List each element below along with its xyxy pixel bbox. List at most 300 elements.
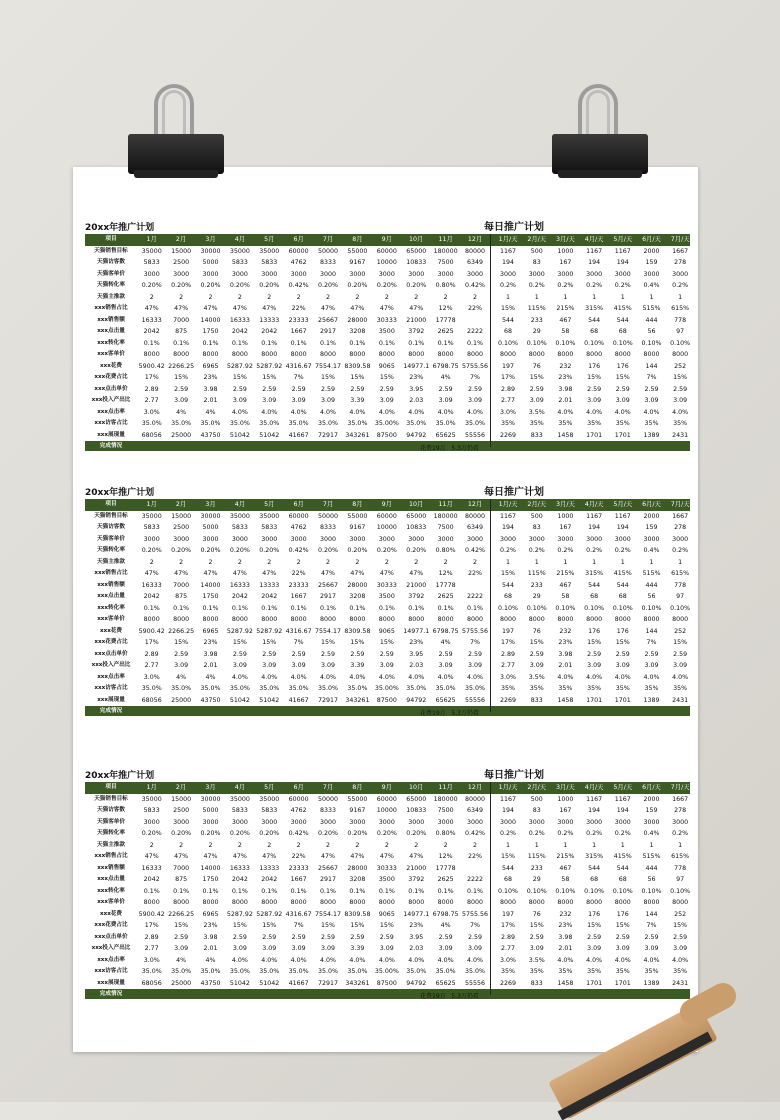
month-header: 9月 xyxy=(381,236,392,244)
month-value: 2.59 xyxy=(262,385,277,393)
day-value: 7% xyxy=(646,639,657,647)
plan-table xyxy=(85,782,690,999)
month-value: 3208 xyxy=(349,328,366,336)
month-value: 3000 xyxy=(408,535,425,543)
day-value: 4.0% xyxy=(586,673,603,681)
day-value: 544 xyxy=(616,316,629,324)
month-value: 15000 xyxy=(171,795,192,803)
row-label: xxx客单价 xyxy=(97,616,125,623)
month-value: 5833 xyxy=(231,524,248,532)
day-value: 1 xyxy=(534,558,539,566)
day-value: 15% xyxy=(501,853,516,861)
month-value: 2625 xyxy=(437,593,454,601)
day-value: 35% xyxy=(615,685,630,693)
month-value: 15% xyxy=(232,922,247,930)
month-value: 3000 xyxy=(437,818,454,826)
day-value: 3.0% xyxy=(500,408,517,416)
month-value: 47% xyxy=(174,853,189,861)
month-value: 8000 xyxy=(143,616,160,624)
month-value: 47% xyxy=(203,305,218,313)
month-value: 0.1% xyxy=(437,339,454,347)
month-value: 30000 xyxy=(200,795,221,803)
day-value: 3000 xyxy=(643,535,660,543)
header-cell: 项目 xyxy=(105,236,117,243)
day-value: 8000 xyxy=(500,616,517,624)
day-value: 23% xyxy=(558,374,573,382)
month-value: 4.0% xyxy=(231,673,248,681)
day-value: 4.0% xyxy=(643,956,660,964)
day-value: 35% xyxy=(644,420,659,428)
day-value: 1701 xyxy=(586,979,603,987)
month-value: 8000 xyxy=(143,351,160,359)
day-value: 0.10% xyxy=(526,887,547,895)
month-value: 4% xyxy=(205,408,216,416)
table-row xyxy=(85,672,690,684)
month-value: 6349 xyxy=(466,807,483,815)
divider-line xyxy=(490,234,491,447)
month-value: 47% xyxy=(262,570,277,578)
month-value: 47% xyxy=(379,853,394,861)
month-value: 8000 xyxy=(173,616,190,624)
month-value: 14000 xyxy=(200,581,221,589)
month-header: 8月 xyxy=(352,501,363,509)
month-value: 0.1% xyxy=(202,887,219,895)
month-value: 65625 xyxy=(435,696,456,704)
day-header: 2月/天 xyxy=(527,236,547,244)
day-value: 215% xyxy=(556,853,575,861)
month-value: 35.0% xyxy=(347,685,368,693)
day-value: 8000 xyxy=(528,616,545,624)
month-value: 0.1% xyxy=(261,339,278,347)
day-value: 3000 xyxy=(557,535,574,543)
day-value: 3.09 xyxy=(615,397,630,405)
month-value: 50000 xyxy=(318,512,339,520)
month-value: 3.09 xyxy=(438,945,453,953)
month-value: 15% xyxy=(262,374,277,382)
day-value: 1 xyxy=(534,293,539,301)
month-value: 8000 xyxy=(408,899,425,907)
month-value: 2 xyxy=(472,558,477,566)
month-header: 11月 xyxy=(438,501,453,509)
month-value: 2042 xyxy=(231,328,248,336)
month-value: 4.0% xyxy=(320,956,337,964)
month-value: 8000 xyxy=(202,899,219,907)
day-value: 0.10% xyxy=(526,604,547,612)
table-row xyxy=(85,407,690,419)
day-value: 2431 xyxy=(672,431,689,439)
row-label: xxx花费 xyxy=(99,627,122,634)
day-value: 233 xyxy=(530,581,543,589)
day-value: 3.98 xyxy=(558,385,573,393)
month-value: 4.0% xyxy=(437,956,454,964)
month-value: 4316.67 xyxy=(285,627,312,635)
day-value: 2269 xyxy=(500,979,517,987)
month-value: 0.1% xyxy=(320,339,337,347)
day-value: 17% xyxy=(501,639,516,647)
month-value: 0.20% xyxy=(318,547,339,555)
row-label: 天猫主推款 xyxy=(97,293,125,300)
month-value: 3.09 xyxy=(262,945,277,953)
day-value: 3000 xyxy=(586,818,603,826)
month-value: 4.0% xyxy=(437,673,454,681)
table-row xyxy=(85,943,690,955)
month-value: 3.09 xyxy=(379,945,394,953)
month-value: 3.09 xyxy=(174,397,189,405)
month-value: 4.0% xyxy=(349,408,366,416)
month-value: 30333 xyxy=(376,864,397,872)
month-value: 3000 xyxy=(320,535,337,543)
month-value: 0.1% xyxy=(173,604,190,612)
day-value: 0.2% xyxy=(528,830,545,838)
month-value: 0.1% xyxy=(261,887,278,895)
month-value: 3000 xyxy=(378,270,395,278)
day-value: 2.77 xyxy=(501,397,516,405)
month-value: 2 xyxy=(179,841,184,849)
day-value: 3000 xyxy=(614,535,631,543)
summary-gmv: 5.3万仍看 xyxy=(451,710,479,717)
month-value: 2.77 xyxy=(144,662,159,670)
table-row xyxy=(85,695,690,707)
month-value: 0.1% xyxy=(231,604,248,612)
day-value: 415% xyxy=(613,570,632,578)
day-value: 4.0% xyxy=(672,408,689,416)
day-value: 56 xyxy=(647,593,656,601)
day-value: 56 xyxy=(647,876,656,884)
month-value: 8000 xyxy=(261,899,278,907)
month-value: 28000 xyxy=(347,864,368,872)
row-label: xxx客单价 xyxy=(97,899,125,906)
day-value: 415% xyxy=(613,305,632,313)
month-value: 15% xyxy=(350,922,365,930)
day-value: 35% xyxy=(501,420,516,428)
month-value: 3.39 xyxy=(350,662,365,670)
month-value: 3500 xyxy=(378,328,395,336)
day-value: 444 xyxy=(645,581,658,589)
day-value: 58 xyxy=(561,328,570,336)
month-value: 875 xyxy=(175,876,188,884)
month-value: 0.20% xyxy=(141,547,162,555)
month-value: 35.0% xyxy=(229,968,250,976)
month-value: 2.59 xyxy=(467,385,482,393)
month-value: 23% xyxy=(409,639,424,647)
day-value: 0.2% xyxy=(500,282,517,290)
row-label: 天猫主推款 xyxy=(97,558,125,565)
month-value: 35.0% xyxy=(200,685,221,693)
day-value: 3.98 xyxy=(558,650,573,658)
day-value: 17% xyxy=(501,374,516,382)
row-label: xxx销售占比 xyxy=(94,570,128,577)
day-value: 1 xyxy=(620,293,625,301)
month-value: 4.0% xyxy=(466,408,483,416)
row-label: 天猫转化率 xyxy=(97,830,125,837)
month-value: 2.59 xyxy=(291,385,306,393)
day-header: 1月/天 xyxy=(498,784,518,792)
month-value: 0.1% xyxy=(173,339,190,347)
day-value: 15% xyxy=(673,922,688,930)
month-value: 2.77 xyxy=(144,397,159,405)
day-value: 1167 xyxy=(586,247,603,255)
month-value: 60000 xyxy=(288,795,309,803)
day-value: 3.09 xyxy=(644,945,659,953)
month-value: 3792 xyxy=(408,328,425,336)
day-header: 1月/天 xyxy=(498,501,518,509)
month-value: 25000 xyxy=(171,979,192,987)
day-header: 1月/天 xyxy=(498,236,518,244)
month-value: 7% xyxy=(293,639,304,647)
day-value: 0.2% xyxy=(672,547,689,555)
day-value: 35% xyxy=(673,685,688,693)
day-value: 176 xyxy=(588,362,601,370)
month-value: 0.1% xyxy=(173,887,190,895)
month-value: 0.1% xyxy=(290,339,307,347)
month-value: 0.42% xyxy=(464,830,485,838)
day-value: 35% xyxy=(587,685,602,693)
month-value: 3000 xyxy=(349,818,366,826)
day-value: 0.2% xyxy=(528,547,545,555)
month-value: 14000 xyxy=(200,316,221,324)
summary-line xyxy=(420,991,479,1000)
day-value: 778 xyxy=(674,864,687,872)
month-value: 1667 xyxy=(290,328,307,336)
month-header: 1月 xyxy=(146,784,157,792)
month-value: 2917 xyxy=(320,876,337,884)
day-value: 2.59 xyxy=(615,650,630,658)
month-value: 35.0% xyxy=(347,968,368,976)
row-label: xxx展现量 xyxy=(97,979,125,986)
table-row xyxy=(85,545,690,557)
month-value: 47% xyxy=(232,570,247,578)
month-value: 8000 xyxy=(202,351,219,359)
day-value: 0.10% xyxy=(555,339,576,347)
day-value: 3.98 xyxy=(558,933,573,941)
row-label: xxx花费 xyxy=(99,362,122,369)
row-label: xxx访客占比 xyxy=(94,685,128,692)
day-value: 2.77 xyxy=(501,945,516,953)
month-value: 8000 xyxy=(378,616,395,624)
month-value: 3.09 xyxy=(291,397,306,405)
day-value: 35% xyxy=(529,968,544,976)
day-value: 197 xyxy=(502,627,515,635)
day-value: 1701 xyxy=(586,431,603,439)
month-value: 2042 xyxy=(143,593,160,601)
day-value: 35% xyxy=(644,968,659,976)
month-value: 35.0% xyxy=(171,968,192,976)
month-value: 0.20% xyxy=(171,547,192,555)
day-value: 8000 xyxy=(614,616,631,624)
month-value: 55556 xyxy=(464,696,486,704)
month-value: 3.09 xyxy=(321,945,336,953)
day-header: 2月/天 xyxy=(527,784,547,792)
month-value: 4% xyxy=(440,922,451,930)
month-value: 8000 xyxy=(378,351,395,359)
day-header: 3月/天 xyxy=(556,236,575,244)
month-value: 35.0% xyxy=(229,420,250,428)
month-value: 6798.75 xyxy=(432,910,459,918)
table-row xyxy=(85,395,690,407)
month-value: 28000 xyxy=(347,316,368,324)
day-value: 615% xyxy=(671,570,690,578)
month-value: 4.0% xyxy=(466,673,483,681)
month-value: 4.0% xyxy=(378,673,395,681)
day-value: 35% xyxy=(615,420,630,428)
footer-label: 完成情况 xyxy=(99,707,123,714)
month-value: 47% xyxy=(321,853,336,861)
day-value: 1458 xyxy=(557,431,574,439)
day-value: 144 xyxy=(645,910,658,918)
month-value: 4.0% xyxy=(378,408,395,416)
month-value: 7% xyxy=(293,374,304,382)
table-row xyxy=(85,349,690,361)
month-value: 16333 xyxy=(141,581,162,589)
day-value: 15% xyxy=(529,374,544,382)
day-value: 2.01 xyxy=(558,662,573,670)
month-header: 3月 xyxy=(205,784,216,792)
month-value: 7% xyxy=(469,639,480,647)
day-value: 8000 xyxy=(672,616,689,624)
month-value: 35000 xyxy=(141,512,162,520)
month-value: 2.59 xyxy=(438,650,453,658)
month-value: 3000 xyxy=(231,535,248,543)
day-value: 3.0% xyxy=(500,956,517,964)
month-value: 47% xyxy=(379,570,394,578)
month-value: 5833 xyxy=(231,807,248,815)
month-value: 2 xyxy=(267,841,272,849)
month-value: 35.0% xyxy=(141,685,162,693)
month-value: 30000 xyxy=(200,512,221,520)
table-row xyxy=(85,805,690,817)
month-value: 23333 xyxy=(288,581,309,589)
month-value: 4.0% xyxy=(378,956,395,964)
day-value: 15% xyxy=(673,639,688,647)
month-value: 3000 xyxy=(320,270,337,278)
month-value: 2.59 xyxy=(232,933,247,941)
day-header: 4月/天 xyxy=(584,784,604,792)
month-value: 1750 xyxy=(202,593,219,601)
month-value: 87500 xyxy=(376,696,397,704)
month-value: 2.59 xyxy=(262,650,277,658)
month-value: 343261 xyxy=(345,979,370,987)
month-value: 35.0% xyxy=(171,420,192,428)
day-value: 3000 xyxy=(557,818,574,826)
month-value: 30333 xyxy=(376,581,397,589)
day-value: 467 xyxy=(559,581,572,589)
month-value: 7554.17 xyxy=(315,910,342,918)
table-row xyxy=(85,511,690,523)
month-value: 2 xyxy=(384,841,389,849)
day-header: 3月/天 xyxy=(556,784,575,792)
day-value: 29 xyxy=(532,876,541,884)
month-value: 0.20% xyxy=(318,830,339,838)
table-row xyxy=(85,534,690,546)
month-value: 0.20% xyxy=(171,282,192,290)
month-value: 2 xyxy=(355,293,360,301)
month-value: 0.1% xyxy=(202,339,219,347)
row-label: xxx花费占比 xyxy=(94,639,128,646)
month-value: 8309.58 xyxy=(344,362,371,370)
wooden-stamp xyxy=(548,985,780,1102)
day-value: 3.09 xyxy=(673,945,688,953)
day-value: 2.59 xyxy=(644,650,659,658)
day-value: 197 xyxy=(502,910,515,918)
month-value: 2917 xyxy=(320,593,337,601)
month-value: 4.0% xyxy=(261,673,278,681)
month-value: 343261 xyxy=(345,431,370,439)
month-header: 2月 xyxy=(175,784,187,792)
month-value: 3000 xyxy=(202,818,219,826)
row-label: xxx客单价 xyxy=(97,351,125,358)
day-value: 8000 xyxy=(643,899,660,907)
day-value: 0.2% xyxy=(557,830,574,838)
day-value: 3.09 xyxy=(673,662,688,670)
month-value: 2.59 xyxy=(350,385,365,393)
day-value: 1458 xyxy=(557,979,574,987)
month-value: 7% xyxy=(469,374,480,382)
month-value: 0.20% xyxy=(200,282,221,290)
month-value: 4.0% xyxy=(408,956,425,964)
month-value: 2.59 xyxy=(232,385,247,393)
table-header-row xyxy=(85,499,690,511)
day-value: 1 xyxy=(563,841,568,849)
month-value: 2042 xyxy=(231,876,248,884)
day-value: 1167 xyxy=(500,795,517,803)
day-value: 544 xyxy=(616,581,629,589)
day-value: 2.59 xyxy=(587,933,602,941)
month-value: 4.0% xyxy=(408,673,425,681)
month-value: 3.98 xyxy=(203,933,218,941)
table-row xyxy=(85,626,690,638)
month-value: 3000 xyxy=(320,818,337,826)
month-value: 4% xyxy=(176,956,187,964)
day-value: 415% xyxy=(613,853,632,861)
day-value: 35% xyxy=(587,968,602,976)
month-header: 6月 xyxy=(293,236,304,244)
month-value: 55556 xyxy=(464,979,486,987)
month-header: 3月 xyxy=(205,501,216,509)
day-value: 3000 xyxy=(557,270,574,278)
month-value: 23% xyxy=(409,922,424,930)
day-value: 232 xyxy=(559,627,572,635)
row-label: 天猫访客数 xyxy=(97,259,125,266)
day-header: 6月/天 xyxy=(642,236,661,244)
table-row xyxy=(85,851,690,863)
summary-line xyxy=(420,443,479,452)
day-value: 76 xyxy=(532,627,541,635)
month-value: 2.59 xyxy=(174,385,189,393)
day-value: 2.59 xyxy=(673,385,688,393)
day-value: 15% xyxy=(587,922,602,930)
day-value: 0.10% xyxy=(498,887,519,895)
row-label: xxx点击率 xyxy=(97,673,125,680)
month-value: 3000 xyxy=(437,270,454,278)
footer-row xyxy=(85,706,690,716)
day-value: 544 xyxy=(502,316,515,324)
month-value: 2 xyxy=(149,293,154,301)
day-value: 15% xyxy=(529,639,544,647)
day-value: 68 xyxy=(590,876,599,884)
footer-label: 完成情况 xyxy=(99,990,123,997)
day-value: 0.10% xyxy=(670,887,691,895)
table-row xyxy=(85,246,690,258)
day-value: 15% xyxy=(501,305,516,313)
day-header: 5月/天 xyxy=(613,236,633,244)
day-value: 194 xyxy=(502,524,515,532)
month-value: 0.1% xyxy=(320,604,337,612)
day-value: 7% xyxy=(646,374,657,382)
day-value: 1167 xyxy=(586,795,603,803)
day-value: 4.0% xyxy=(643,408,660,416)
month-value: 2 xyxy=(237,841,242,849)
month-value: 35.0% xyxy=(141,420,162,428)
